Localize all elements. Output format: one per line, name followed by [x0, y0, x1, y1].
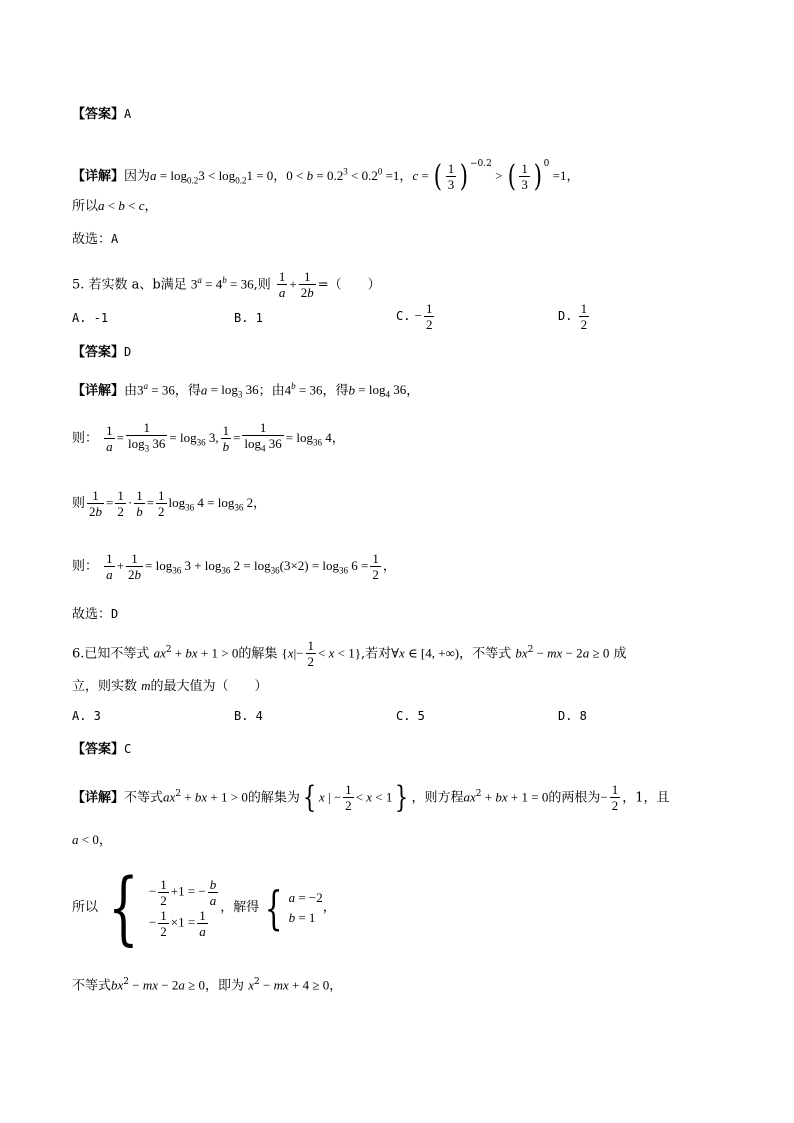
q5-option-d-label: D.	[558, 309, 573, 323]
q6-so: 所以	[72, 900, 99, 915]
q5-option-a: A. -1	[72, 311, 109, 325]
q6-option-c: C. 5	[396, 709, 425, 723]
q6-stem-g: 的最大值为（ ）	[150, 679, 268, 694]
answer-label: 【答案】	[72, 345, 125, 360]
q6-option-a: A. 3	[72, 709, 101, 723]
q6-ineq-a: 不等式	[72, 978, 112, 994]
q4-detail-line: 【详解】因为$a = \log_{0.2}3 < \log_{0.2}1 = 0$，$0 < b = 0.2^3 < 0.2^0 =1$，c = ( $\frac{1}{3}$ ) $^{-0.2}$ > ( $\frac{1}{3}$ ) $^0$ =1，	[72, 158, 580, 194]
q5-detail-4: 则： $\frac{1}{a}$ + $\frac{1}{2b}$ = $\log_{36} 3 + \log_{36} 2 = \log_{36}(3\times 2) = \log_{36} 6$ = $\frac{1}{2}$ ，	[72, 551, 396, 582]
q6-option-d: D. 8	[558, 709, 587, 723]
q4-so-line: 所以a < b < c，	[72, 198, 158, 214]
answer-label: 【答案】	[72, 742, 125, 757]
q5-answer-value: D	[124, 345, 132, 359]
detail-label: 【详解】	[72, 383, 125, 399]
q5-number: 5.	[72, 277, 85, 293]
q5-stem: 5. 若实数 a、b满足 $3^a = 4^b = 36$,则 $\frac{1}{a}$ + $\frac{1}{2b}$ =（ ）	[72, 269, 381, 301]
q6-stem-c: 若对	[365, 646, 392, 662]
detail-label: 【详解】	[72, 169, 125, 184]
q5-detail-2: 则： $\frac{1}{a}$ = $\frac{1}{\log_3 36}$ = $\log_{36} 3$, $\frac{1}{b}$ = $\frac{1}{\log_4 36}$ = $\log_{36} 4$，	[72, 420, 345, 454]
q5-option-c-label: C.	[396, 309, 411, 323]
q4-answer-value: A	[124, 107, 132, 121]
q6-detail-2: a < 0，	[72, 832, 112, 848]
q5-option-b: B. 1	[234, 311, 263, 325]
q6-system-equations: − $\frac{1}{2}$ +1 = − $\frac{b}{a}$ − $\frac{1}{2}$ ×1 = $\frac{1}{a}$	[148, 876, 217, 939]
q6-detail-d: 的两根为	[548, 790, 601, 806]
q6-solve: 解得	[233, 900, 260, 915]
q6-stem-1: 6.已知不等式 $ax^2$ + bx + 1 > 0的解集 {x|− $\frac{1}{2}$ < x < 1},若对∀x ∈ [4, +∞)，不等式 $bx^2$ − mx − 2a ≥ 0 成	[72, 638, 627, 670]
q6-stem-f: 立，则实数	[72, 679, 138, 694]
q5-detail-semicolon: ；由	[258, 383, 285, 399]
q6-detail-final: 不等式$bx^2$ − mx − 2a ≥ 0，即为 $x^2$ − mx + 4 ≥ 0，	[72, 977, 343, 994]
q6-solution: a = −2 b = 1	[288, 889, 323, 925]
q4-choice-line	[72, 229, 118, 250]
q6-stem-2: 立，则实数 m的最大值为（ ）	[72, 678, 268, 694]
q6-ineq-b: 即为	[218, 978, 245, 994]
q6-stem-a: 已知不等式	[84, 646, 150, 662]
q4-answer-line	[72, 104, 131, 125]
q5-choice: D	[111, 607, 119, 621]
q4-so: 所以	[72, 199, 99, 214]
q6-system-line: 所以 { − $\frac{1}{2}$ +1 = − $\frac{b}{a}$ − $\frac{1}{2}$ ×1 = $\frac{1}{a}$ ，解得 { a = −2 b = 1 ，	[72, 860, 336, 954]
q5-detail-1: 【详解】由$3^a = 36$，得$a = \log_3 36$；由$4^b = 36$，得$b = \log_4 36$，	[72, 381, 420, 400]
q5-detail-get-2: 得	[335, 383, 349, 399]
q5-option-c: C. − $\frac{1}{2}$	[396, 301, 433, 332]
q5-detail-3: 则 $\frac{1}{2b}$ = $\frac{1}{2}$ · $\frac{1}{b}$ = $\frac{1}{2}$ $\log_{36} 4 = \log_{36} 2$，	[72, 488, 267, 519]
q6-detail-a: 不等式	[124, 790, 164, 806]
q5-option-d: D. $\frac{1}{2}$	[558, 301, 588, 332]
q5-stem-blank: =（ ）	[317, 277, 381, 293]
q6-detail-c: 则方程	[424, 790, 464, 806]
q6-detail-b: 的解集为	[247, 790, 300, 806]
q4-choice-prefix: 故选：	[72, 232, 112, 247]
q5-answer-line	[72, 342, 131, 363]
q5-detail-get: 得	[187, 383, 201, 399]
q4-choice: A	[111, 232, 119, 246]
q4-detail-intro: 因为	[124, 169, 151, 184]
q5-then-2: 则：	[72, 559, 99, 574]
q6-answer-line	[72, 739, 131, 760]
q6-stem-d: 不等式	[472, 646, 512, 662]
q5-choice-line	[72, 604, 118, 625]
q6-number: 6.	[72, 646, 85, 662]
q5-stem-prefix: 若实数 a、b满足	[88, 277, 187, 293]
q6-detail-1: 【详解】不等式$ax^2$ + bx + 1 > 0的解集为{ x | − $\frac{1}{2}$ < x < 1} ，则方程$ax^2$ + bx + 1 = 0的两根为− $\frac{1}{2}$ ，1，且	[72, 779, 670, 815]
q6-answer-value: C	[124, 742, 132, 756]
q6-stem-b: 的解集	[238, 646, 278, 662]
q5-choice-prefix: 故选：	[72, 607, 112, 622]
q5-detail-from: 由	[124, 383, 138, 399]
answer-label: 【答案】	[72, 107, 125, 122]
q6-stem-e: 成	[613, 646, 627, 662]
q6-detail-e: 1，且	[635, 790, 670, 806]
q6-option-b: B. 4	[234, 709, 263, 723]
q5-then2: 则	[72, 496, 86, 511]
q5-then: 则：	[72, 431, 99, 446]
detail-label: 【详解】	[72, 790, 125, 806]
q5-stem-then: 则	[257, 277, 271, 293]
